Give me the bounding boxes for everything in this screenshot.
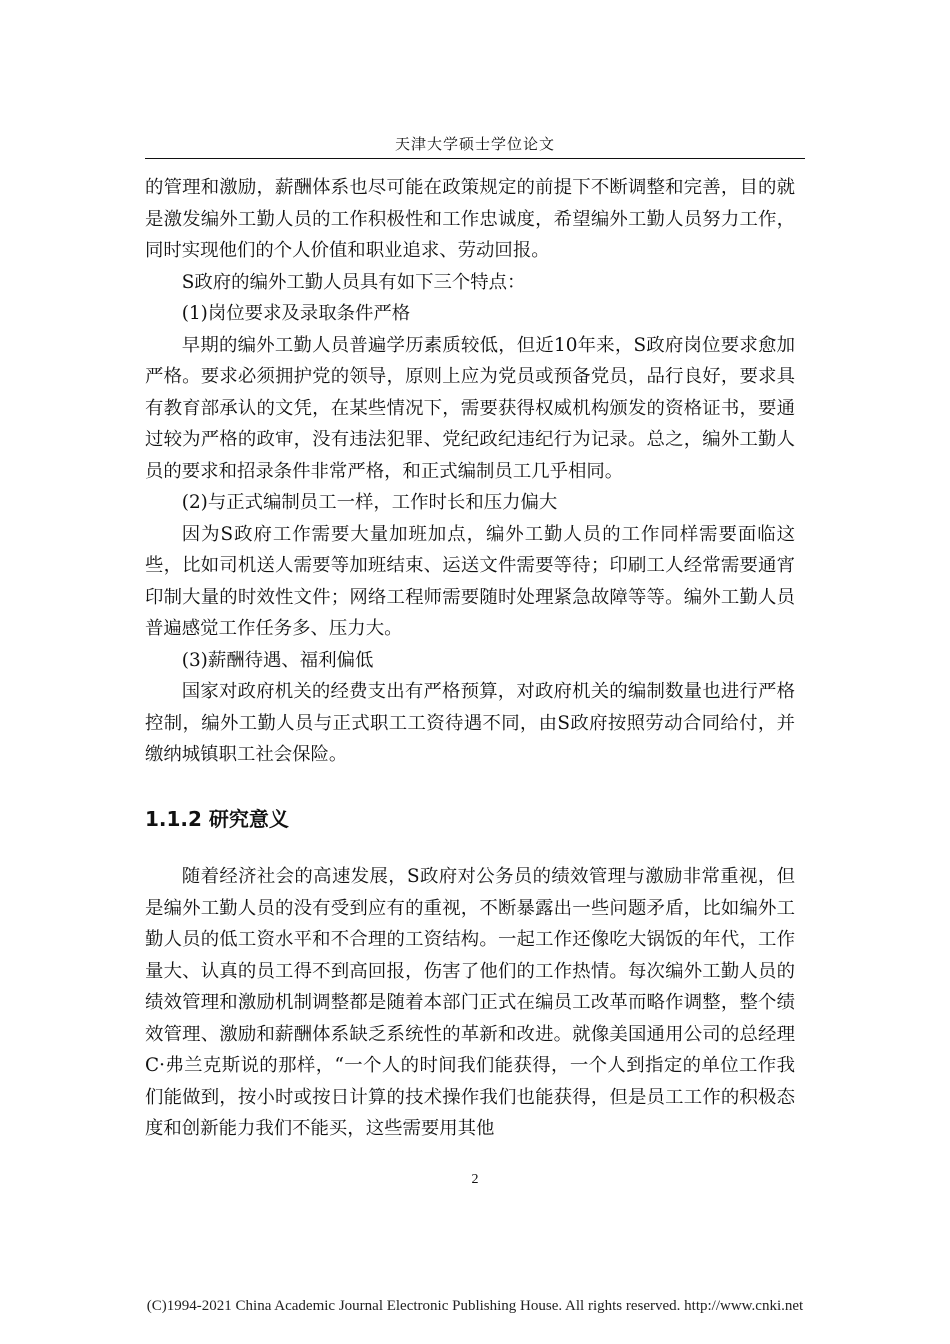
paragraph-research-significance: 随着经济社会的高速发展，S政府对公务员的绩效管理与激励非常重视，但是编外工勤人员的没有受到应有的重视，不断暴露出一些问题矛盾，比如编外工勤人员的低工资水平和不合理的工资结构。一起工作还像吃大锅饭的年代，工作量大、认真的员工得不到高回报，伤害了他们的工作热情。每次编外工勤人员的绩效管理和激励机制调整都是随着本部门正式在编员工改革而略作调整，整个绩效管理、激励和薪酬体系缺乏系统性的革新和改进。就像美国通用公司的总经理C·弗兰克斯说的那样，“一个人的时间我们能获得，一个人到指定的单位工作我们能做到，按小时或按日计算的技术操作我们也能获得，但是员工工作的积极态度和创新能力我们不能买，这些需要用其他 xyxy=(145,866,795,1139)
paragraph-feature-3-body: 国家对政府机关的经费支出有严格预算，对政府机关的编制数量也进行严格控制，编外工勤人员与正式职工工资待遇不同，由S政府按照劳动合同给付，并缴纳城镇职工社会保险。 xyxy=(145,681,795,765)
paragraph-feature-3-title: (3)薪酬待遇、福利偏低 xyxy=(181,649,374,671)
running-header: 天津大学硕士学位论文 xyxy=(394,135,555,153)
paragraph-feature-1-body: 早期的编外工勤人员普遍学历素质较低，但近10年来，S政府岗位要求愈加严格。要求必须拥护党的领导，原则上应为党员或预备党员，品行良好，要求具有教育部承认的文凭，在某些情况下，需要获得权威机构颁发的资格证书，要通过较为严格的政审，没有违法犯罪、党纪政纪违纪行为记录。总之，编外工勤人员的要求和招录条件非常严格，和正式编制员工几乎相同。 xyxy=(145,334,795,482)
paragraph-feature-2-title: (2)与正式编制员工一样，工作时长和压力偏大 xyxy=(181,492,558,513)
paragraph-continued: 的管理和激励，薪酬体系也尽可能在政策规定的前提下不断调整和完善，目的就是激发编外工勤人员的工作积极性和工作忠诚度，希望编外工勤人员努力工作，同时实现他们的个人价值和职业追求、劳动回报。 xyxy=(145,177,795,261)
copyright-notice: (C)1994-2021 China Academic Journal Electronic Publishing House. All rights reserved. http://www.cnki.net xyxy=(146,1298,804,1314)
section-heading: 1.1.2 研究意义 xyxy=(145,807,289,831)
header-rule xyxy=(145,158,805,159)
paragraph-feature-1-title: (1)岗位要求及录取条件严格 xyxy=(181,303,411,324)
body-text-top xyxy=(145,172,795,771)
paragraph-feature-2-body: 因为S政府工作需要大量加班加点，编外工勤人员的工作同样需要面临这些，比如司机送人需要等加班结束、运送文件需要等待；印刷工人经常需要通宵印制大量的时效性文件；网络工程师需要随时处理紧急故障等等。编外工勤人员普遍感觉工作任务多、压力大。 xyxy=(145,523,795,639)
paragraph-features-intro: S政府的编外工勤人员具有如下三个特点： xyxy=(181,271,526,293)
body-text-bottom xyxy=(145,861,795,1145)
page-number: 2 xyxy=(471,1172,479,1187)
